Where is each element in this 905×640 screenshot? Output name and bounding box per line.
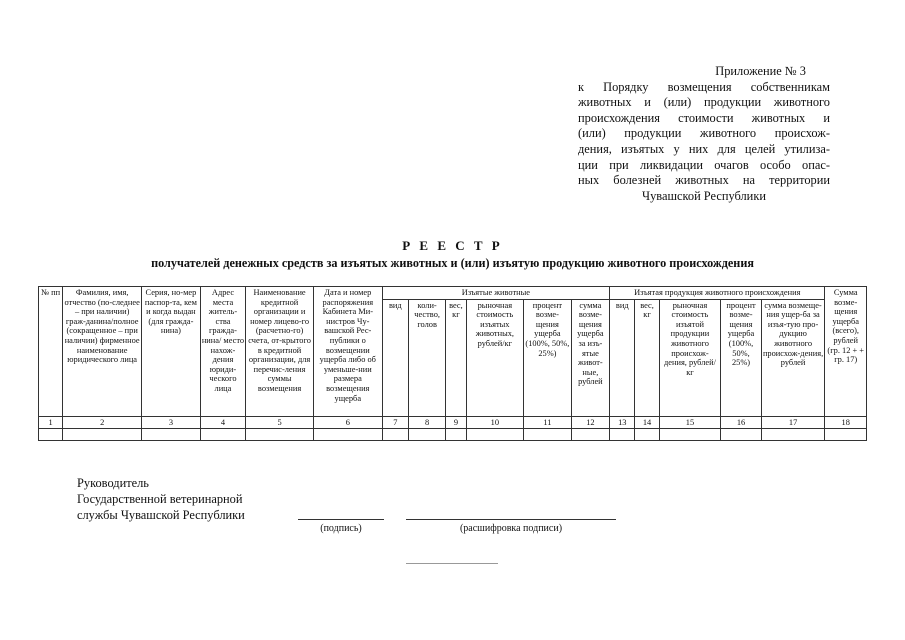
header-cell: процент возме-щения ущерба (100%, 50%, 25%) bbox=[721, 299, 761, 416]
appendix-line: Чувашской Республики bbox=[642, 188, 766, 203]
appendix-line: (или) продукции животного происхож- bbox=[578, 126, 830, 141]
column-number: 2 bbox=[63, 416, 142, 429]
column-number: 17 bbox=[761, 416, 825, 429]
header-cell: Адрес места житель-ства гражда-нина/ место нахож-дения юриди-ческого лица bbox=[200, 287, 245, 417]
appendix-line: происхождения стоимости животных и bbox=[578, 110, 830, 125]
signature-line: Государственной ветеринарной bbox=[77, 492, 243, 506]
signature-caption: (подпись) bbox=[320, 523, 362, 534]
appendix-line: ции при ликвидации очагов особо опас- bbox=[578, 157, 830, 172]
signature-line: Руководитель bbox=[77, 476, 149, 490]
register-title: Р Е Е С Т Р bbox=[402, 238, 503, 253]
header-cell: коли-чество, голов bbox=[408, 299, 445, 416]
column-number: 8 bbox=[408, 416, 445, 429]
table-row bbox=[39, 429, 867, 441]
column-number: 9 bbox=[446, 416, 466, 429]
decode-caption: (расшифровка подписи) bbox=[459, 523, 563, 534]
column-number: 1 bbox=[39, 416, 63, 429]
appendix-line: ных болезней животных на территории bbox=[578, 173, 830, 188]
column-number: 15 bbox=[659, 416, 721, 429]
header-cell: вид bbox=[610, 299, 635, 416]
group-header-animals: Изъятые животные bbox=[382, 287, 609, 300]
column-number: 18 bbox=[825, 416, 867, 429]
column-number: 4 bbox=[200, 416, 245, 429]
signature-block bbox=[77, 475, 245, 523]
header-cell: Дата и номер распоряжения Кабинета Ми-нистров Чу-вашской Рес-публики о возмещении ущерба либо об уменьше-нии размера возмещения ущерба bbox=[313, 287, 382, 417]
group-header-products: Изъятая продукция животного происхождения bbox=[610, 287, 825, 300]
column-number: 11 bbox=[524, 416, 572, 429]
header-cell: Наименование кредитной организации и номер лицево-го (расчетно-го) счета, от-крытого в кредитной организации, для перечис-ления суммы возмещения bbox=[246, 287, 314, 417]
register-subtitle: получателей денежных средств за изъятых животных и (или) изъятую продукцию животного происхождения bbox=[151, 256, 754, 270]
column-number: 10 bbox=[466, 416, 524, 429]
divider bbox=[406, 563, 498, 564]
header-cell: № пп bbox=[39, 287, 63, 417]
header-cell: сумма возме-щения ущерба за изъ-ятые живот-ные, рублей bbox=[571, 299, 609, 416]
appendix-title: Приложение № 3 bbox=[715, 64, 806, 78]
header-cell: процент возме-щения ущерба (100%, 50%, 25%) bbox=[524, 299, 572, 416]
column-number: 14 bbox=[635, 416, 659, 429]
column-number: 6 bbox=[313, 416, 382, 429]
signature-line: службы Чувашской Республики bbox=[77, 508, 245, 522]
header-cell: Фамилия, имя, отчество (по-следнее – при наличии) граж-данина/полное (сокращенное – при наличии) фирменное наименование юридического лица bbox=[63, 287, 142, 417]
appendix-block bbox=[578, 64, 830, 204]
decode-field-line bbox=[406, 519, 616, 520]
header-cell: рыночная стоимость изъятых животных, рублей/кг bbox=[466, 299, 524, 416]
header-cell: сумма возмеще-ния ущер-ба за изъя-тую про-дукцию животного происхож-дения, рублей bbox=[761, 299, 825, 416]
register-table bbox=[38, 286, 867, 441]
header-cell: рыночная стоимость изъятой продукции животного происхож-дения, рублей/кг bbox=[659, 299, 721, 416]
header-cell: вес, кг bbox=[446, 299, 466, 416]
appendix-line: к Порядку возмещения собственникам bbox=[578, 79, 830, 94]
signature-field-line bbox=[298, 519, 384, 520]
column-number: 5 bbox=[246, 416, 314, 429]
column-number: 7 bbox=[382, 416, 408, 429]
column-number: 16 bbox=[721, 416, 761, 429]
header-cell: Серия, но-мер паспор-та, кем и когда выдан (для гражда-нина) bbox=[142, 287, 201, 417]
appendix-line: дения, изъятых у них для целей утилиза- bbox=[578, 141, 830, 156]
column-number: 12 bbox=[571, 416, 609, 429]
header-cell: вид bbox=[382, 299, 408, 416]
column-number: 3 bbox=[142, 416, 201, 429]
header-cell: вес, кг bbox=[635, 299, 659, 416]
appendix-line: животных и (или) продукции животного bbox=[578, 95, 830, 110]
column-number: 13 bbox=[610, 416, 635, 429]
header-cell: Сумма возме-щения ущерба (всего), рублей (гр. 12 + + гр. 17) bbox=[825, 287, 867, 417]
